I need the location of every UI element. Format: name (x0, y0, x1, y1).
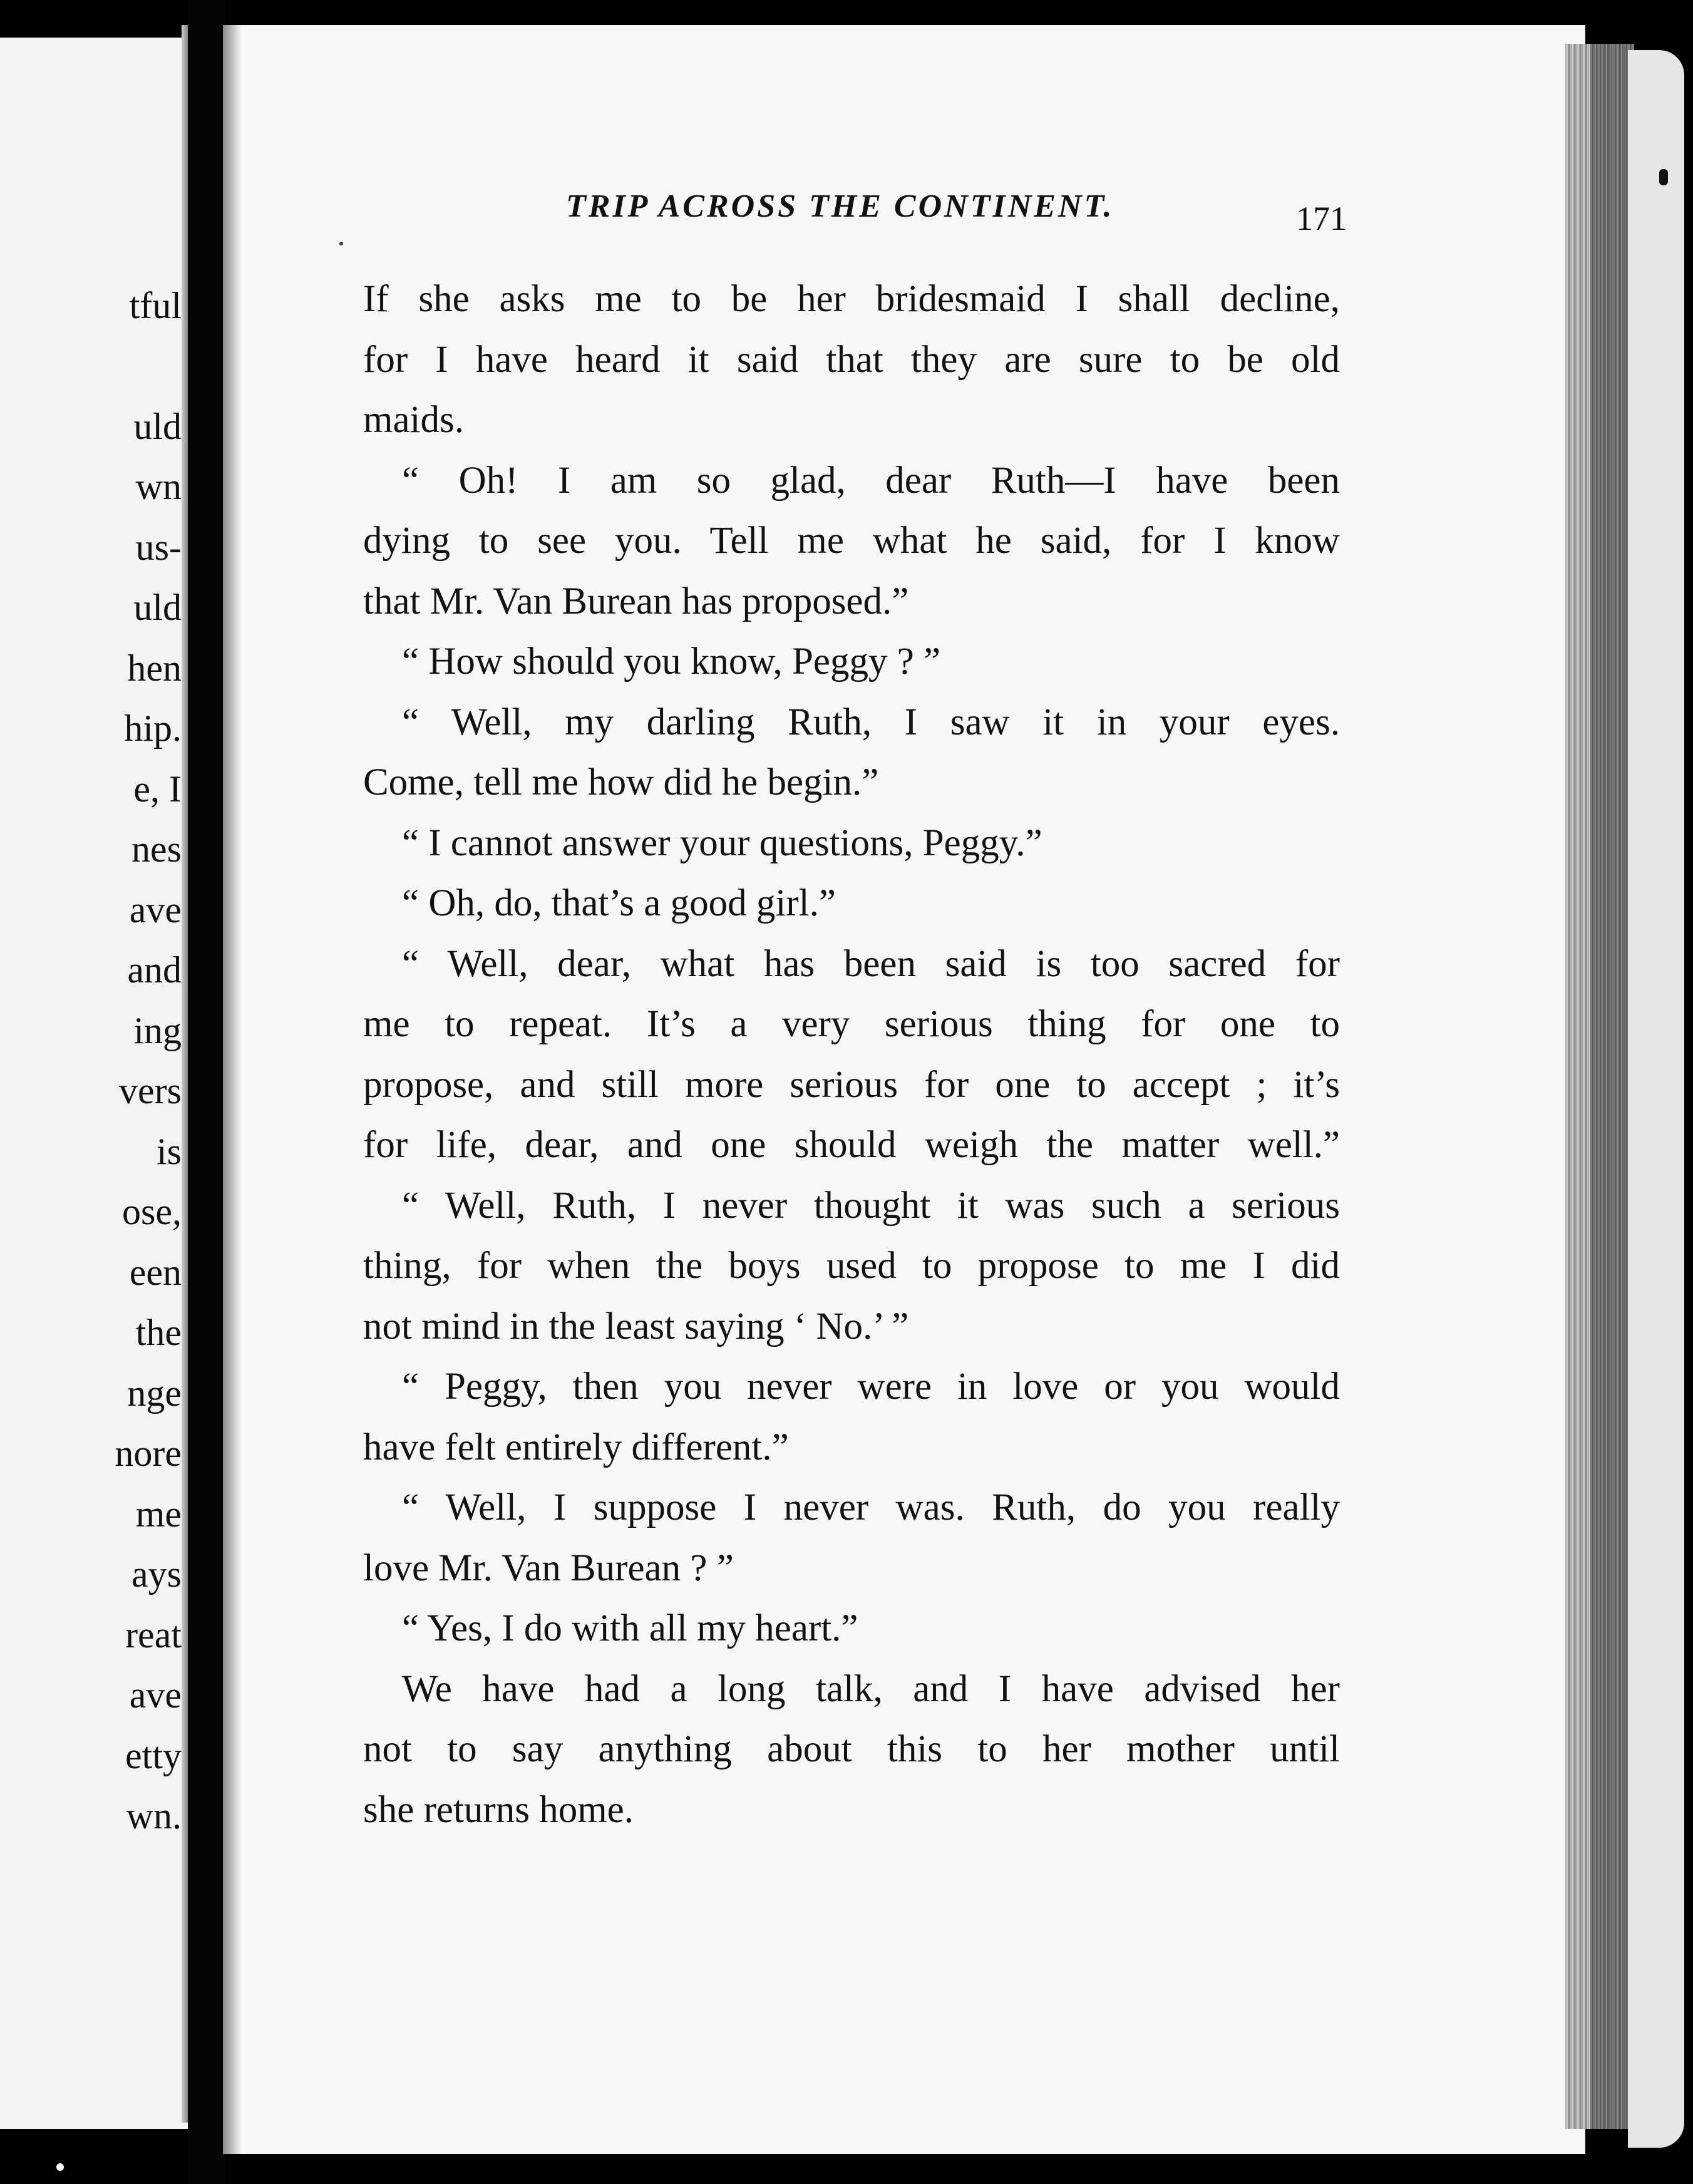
facing-page-fragment: een (129, 1251, 182, 1293)
text-line: “ Well, Ruth, I never thought it was such a serious (402, 1184, 1340, 1227)
text-line: thing, for when the boys used to propose to me I did (363, 1245, 1340, 1287)
text-line: me to repeat. It’s a very serious thing for one to (363, 1003, 1340, 1045)
text-line: for life, dear, and one should weigh the matter well.” (363, 1124, 1340, 1166)
facing-page-fragment: is (156, 1130, 182, 1172)
facing-page-fragment: uld (133, 587, 182, 628)
text-line: dying to see you. Tell me what he said, for I know (363, 520, 1340, 562)
facing-page-fragment: us- (135, 526, 182, 568)
text-line: propose, and still more serious for one to accept ; it’s (363, 1063, 1340, 1106)
text-line: “ Well, dear, what has been said is too sacred for (402, 942, 1340, 985)
text-line: “ Well, my darling Ruth, I saw it in your eyes. (402, 701, 1340, 743)
facing-page-fragment: nge (127, 1372, 182, 1414)
text-line: have felt entirely different.” (363, 1426, 789, 1468)
text-line: not to say anything about this to her mother until (363, 1728, 1340, 1770)
facing-page-fragment: ose, (122, 1191, 182, 1232)
text-line: “ Peggy, then you never were in love or you would (402, 1366, 1340, 1408)
text-line: “ Oh! I am so glad, dear Ruth—I have been (402, 459, 1340, 502)
facing-page-fragment: tful (129, 285, 182, 326)
text-line: “ I cannot answer your questions, Peggy.” (402, 822, 1042, 864)
book-gutter (188, 0, 225, 2184)
text-line: “ Well, I suppose I never was. Ruth, do you really (402, 1486, 1340, 1528)
text-line: maids. (363, 399, 464, 441)
print-speck (339, 242, 343, 245)
text-line: not mind in the least saying ‘ No.’ ” (363, 1305, 909, 1347)
text-line: Come, tell me how did he begin.” (363, 761, 879, 803)
facing-page-fragment: etty (125, 1734, 182, 1776)
page-number: 171 (1296, 200, 1347, 237)
facing-page-fragment: reat (125, 1614, 182, 1656)
facing-page-fragment (115, 336, 182, 396)
facing-page-fragment: hen (127, 647, 182, 689)
cover-mark (1659, 169, 1668, 185)
text-line: “ Yes, I do with all my heart.” (402, 1607, 858, 1649)
text-line: We have had a long talk, and I have advised her (402, 1667, 1340, 1710)
facing-page-fragment: ave (129, 1674, 182, 1716)
text-line: for I have heard it said that they are sure to be old (363, 338, 1340, 381)
facing-page-fragment: and (127, 949, 182, 991)
text-line: If she asks me to be her bridesmaid I shall decline, (363, 278, 1340, 320)
text-line: love Mr. Van Burean ? ” (363, 1547, 734, 1589)
text-line: “ How should you know, Peggy ? ” (402, 641, 941, 682)
facing-page-fragment: the (135, 1312, 182, 1353)
book-cover (1628, 50, 1684, 2148)
running-head: TRIP ACROSS THE CONTINENT. (566, 188, 1114, 224)
facing-page-fragment: nes (131, 828, 182, 870)
facing-page-fragment: wn (135, 466, 182, 507)
facing-page-text (115, 276, 182, 1847)
scan-mark (56, 2163, 64, 2171)
facing-page (0, 38, 188, 2129)
facing-page-fragment: uld (133, 405, 182, 447)
facing-page-fragment: ave (129, 889, 182, 930)
facing-page-fragment: wn. (126, 1795, 182, 1836)
facing-page-fragment: e, I (133, 768, 182, 810)
facing-page-fragment: nore (115, 1433, 182, 1474)
page-shadow (223, 25, 242, 2154)
text-line: she returns home. (363, 1788, 634, 1831)
facing-page-fragment: me (135, 1493, 182, 1535)
facing-page-fragment: vers (119, 1070, 182, 1111)
facing-page-fragment: hip. (124, 708, 182, 749)
facing-page-fragment: ays (131, 1553, 182, 1595)
body-text (363, 269, 1340, 1840)
text-line: “ Oh, do, that’s a good girl.” (402, 882, 836, 924)
text-line: that Mr. Van Burean has proposed.” (363, 580, 909, 622)
facing-page-fragment: ing (133, 1009, 182, 1051)
